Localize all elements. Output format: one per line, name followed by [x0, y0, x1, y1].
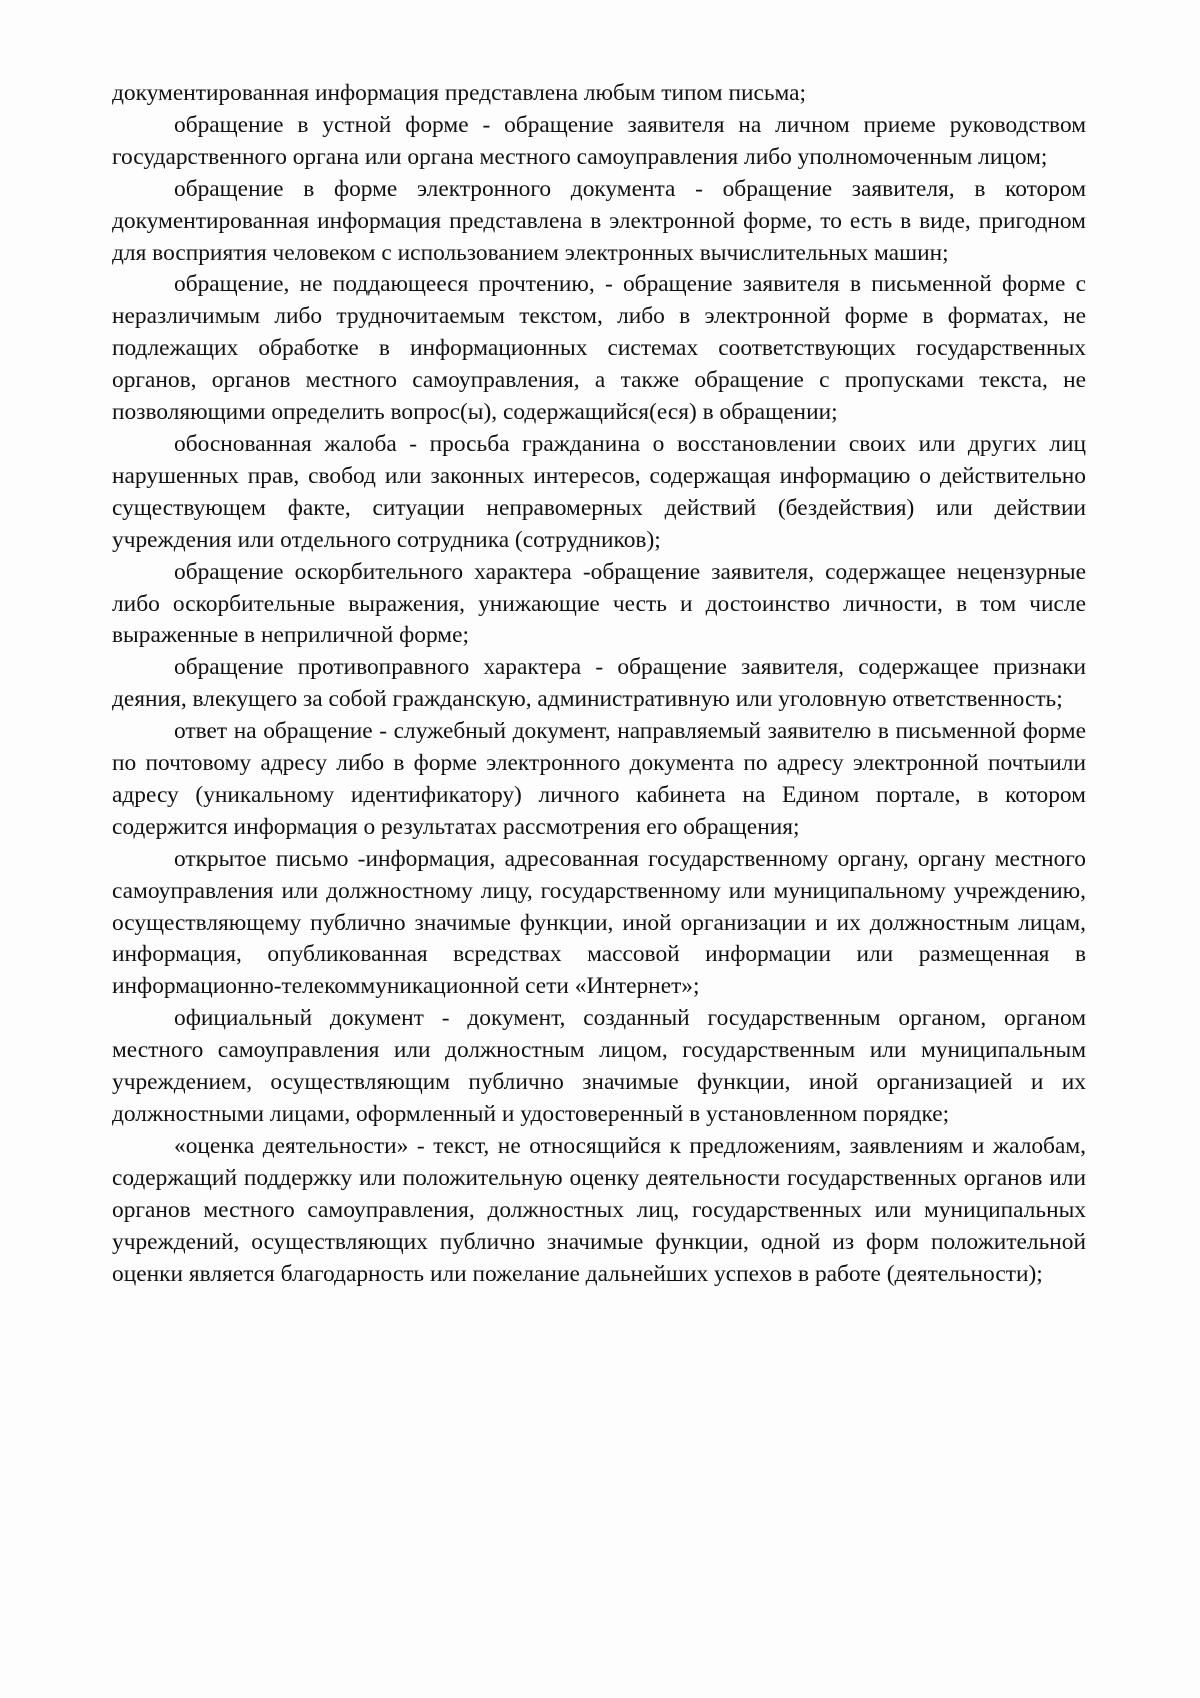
paragraph-activity-assessment: «оценка деятельности» - текст, не относящийся к предложениям, заявлениям и жалобам, содержащий поддержку или положительную оценку деятельности государственных органов или органов местного самоуправления, должностных лиц, государственных или муниципальных учреждений, осуществляющих публично значимые функции, одной из форм положительной оценки является благодарность или пожелание дальнейших успехов в работе (деятельности);	[112, 1132, 1086, 1287]
paragraph-oral-appeal: обращение в устной форме - обращение заявителя на личном приеме руководством государственного органа или органа местного самоуправления либо уполномоченным лицом;	[112, 111, 1086, 170]
paragraph-electronic-appeal: обращение в форме электронного документа - обращение заявителя, в котором документированная информация представлена в электронной форме, то есть в виде, пригодном для восприятия человеком с использованием электронных вычислительных машин;	[112, 175, 1086, 266]
paragraph-unreadable-appeal: обращение, не поддающееся прочтению, - обращение заявителя в письменной форме с неразличимым либо трудночитаемым текстом, либо в электронной форме в форматах, не подлежащих обработке в информационных системах соответствующих государственных органов, органов местного самоуправления, а также обращение с пропусками текста, не позволяющими определить вопрос(ы), содержащийся(еся) в обращении;	[112, 271, 1086, 426]
paragraph-official-document: официальный документ - документ, созданный государственным органом, органом местного самоуправления или должностным лицом, государственным или муниципальным учреждением, осуществляющим публично значимые функции, иной организацией и их должностными лицами, оформленный и удостоверенный в установленном порядке;	[112, 1005, 1086, 1127]
paragraph-open-letter: открытое письмо -информация, адресованная государственному органу, органу местного самоуправления или должностному лицу, государственному или муниципальному учреждению, осуществляющему публично значимые функции, иной организации и их должностным лицам, информация, опубликованная всредствах массовой информации или размещенная в информационно-телекоммуникационной сети «Интернет»;	[112, 845, 1086, 1000]
paragraph-response: ответ на обращение - служебный документ, направляемый заявителю в письменной форме по почтовому адресу либо в форме электронного документа по адресу электронной почтыили адресу (уникальному идентификатору) личного кабинета на Едином портале, в котором содержится информация о результатах рассмотрения его обращения;	[112, 718, 1086, 840]
paragraph-offensive-appeal: обращение оскорбительного характера -обращение заявителя, содержащее нецензурные либо оскорбительные выражения, унижающие честь и достоинство личности, в том числе выраженные в неприличной форме;	[112, 558, 1086, 649]
paragraph-continuation: документированная информация представлена любым типом письма;	[112, 80, 807, 106]
paragraph-unlawful-appeal: обращение противоправного характера - обращение заявителя, содержащее признаки деяния, влекущего за собой гражданскую, административную или уголовную ответственность;	[112, 654, 1086, 713]
paragraph-justified-complaint: обоснованная жалоба - просьба гражданина о восстановлении своих или других лиц нарушенных прав, свобод или законных интересов, содержащая информацию о действительно существующем факте, ситуации неправомерных действий (бездействия) или действии учреждения или отдельного сотрудника (сотрудников);	[112, 430, 1086, 553]
document-body	[112, 78, 1086, 1290]
